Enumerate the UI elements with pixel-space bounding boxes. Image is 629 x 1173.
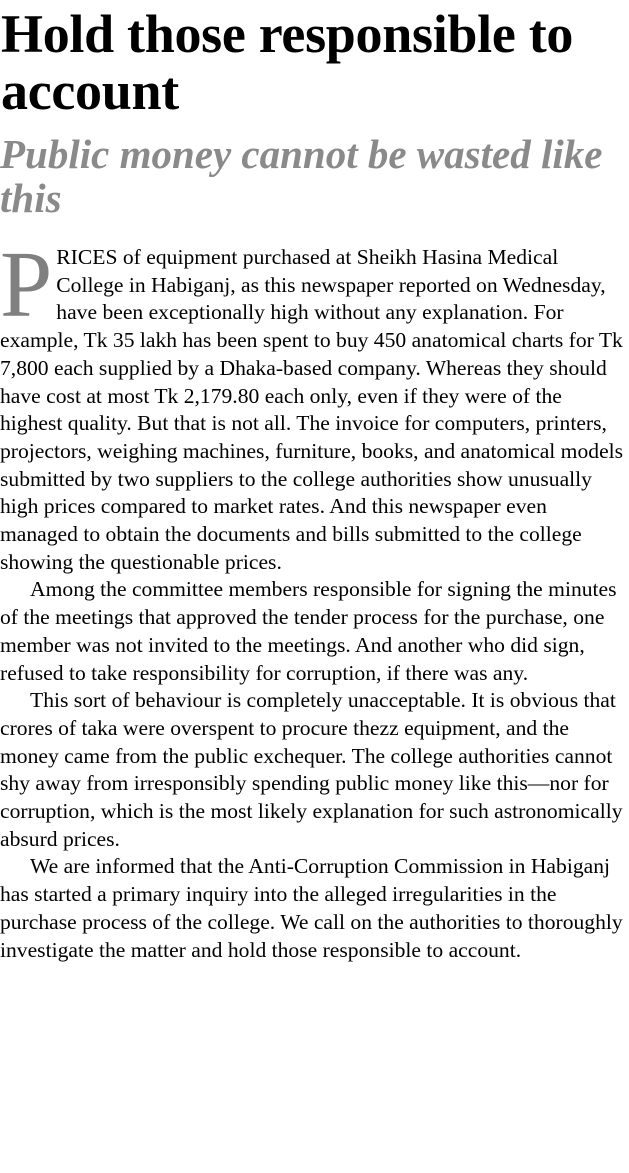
- paragraph-1: [0, 220, 629, 576]
- headline: Hold those responsible to account: [1, 4, 574, 121]
- paragraph-1-text: RICES of equipment purchased at Sheikh Hasina Medical College in Habiganj, as this newspaper reported on Wednesday, have been exceptionally high without any explanation. For example, Tk 35 lakh has been spent to buy 450 anatomical charts for Tk 7,800 each supplied by a Dhaka-based company. Whereas they should have cost at most Tk 2,179.80 each only, even if they were of the highest quality. But that is not all. The invoice for computers, printers, projectors, weighing machines, furniture, books, and anatomical models submitted by two suppliers to the college authorities show unusually high prices compared to market rates. And this newspaper even managed to obtain the documents and bills submitted to the college showing the questionable prices.: [0, 245, 624, 574]
- drop-cap: P: [0, 233, 53, 337]
- subheadline: Public money cannot be wasted like this: [0, 131, 603, 221]
- paragraph-2: Among the committee members responsible for signing the minutes of the meetings that approved the tender process for the purchase, one member was not invited to the meetings. And another who did sign, refused to take responsibility for corruption, if there was any.: [0, 577, 617, 685]
- paragraph-3: This sort of behaviour is completely unacceptable. It is obvious that crores of taka were overspent to procure thezz equipment, and the money came from the public exchequer. The college authorities cannot shy away from irresponsibly spending public money like this—nor for corruption, which is the most likely explanation for such astronomically absurd prices.: [0, 688, 623, 851]
- paragraph-4: We are informed that the Anti-Corruption Commission in Habiganj has started a primary inquiry into the alleged irregularities in the purchase process of the college. We call on the authorities to thoroughly investigate the matter and hold those responsible to account.: [0, 854, 623, 962]
- article-body: [0, 220, 629, 964]
